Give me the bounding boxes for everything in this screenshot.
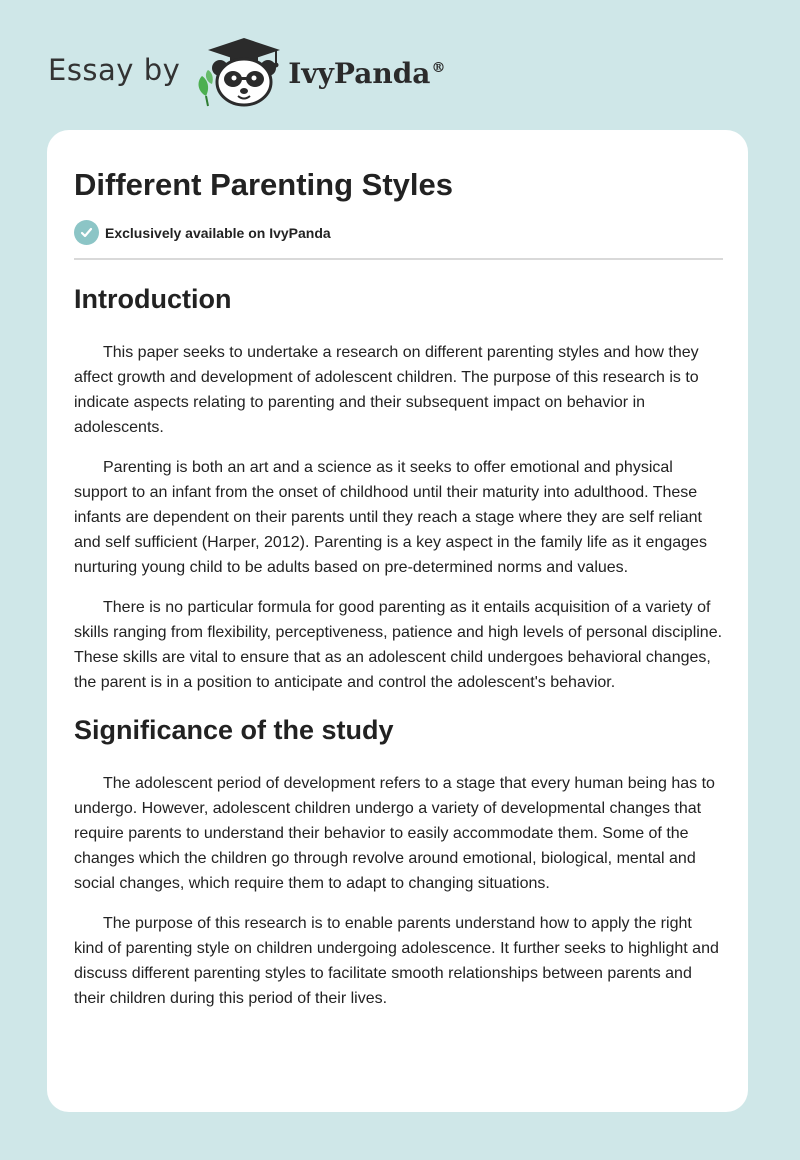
panda-logo-icon[interactable]	[194, 36, 286, 108]
section-heading-significance: Significance of the study	[74, 715, 394, 745]
section-introduction-body	[74, 340, 722, 695]
brand-text: IvyPanda	[288, 56, 431, 90]
check-icon	[74, 220, 99, 245]
section-significance-body	[74, 771, 722, 1011]
exclusive-badge	[74, 220, 722, 245]
paragraph: The adolescent period of development refers to a stage that every human being has to undergo. However, adolescent children undergo a variety of developmental changes that require parents to understand their behavior to easily accommodate them. Some of the changes which the children go through revolve around emotional, biological, mental and social changes, which require them to adapt to changing situations.	[74, 775, 715, 892]
registered-mark: ®	[431, 60, 446, 77]
section-heading-introduction: Introduction	[74, 284, 232, 314]
site-header	[48, 36, 445, 108]
title-divider	[74, 258, 723, 260]
article-title: Different Parenting Styles	[74, 167, 453, 202]
essay-by-label: Essay by	[48, 53, 181, 87]
paragraph: This paper seeks to undertake a research on different parenting styles and how they affect growth and development of adolescent children. The purpose of this research is to indicate aspects relating to parenting and their subsequent impact on behavior in adolescents.	[74, 344, 699, 436]
paragraph: The purpose of this research is to enable parents understand how to apply the right kind of parenting style on children undergoing adolescence. It further seeks to highlight and discuss different parenting styles to facilitate smooth relationships between parents and their children during this period of their lives.	[74, 915, 719, 1007]
paragraph: There is no particular formula for good parenting as it entails acquisition of a variety of skills ranging from flexibility, perceptiveness, patience and high levels of personal discipline. These skills are vital to ensure that as an adolescent child undergoes behavioral changes, the parent is in a position to anticipate and control the adolescent's behavior.	[74, 599, 723, 691]
exclusive-badge-label: Exclusively available on IvyPanda	[105, 224, 331, 241]
paragraph: Parenting is both an art and a science as it seeks to offer emotional and physical support to an infant from the onset of childhood until their maturity into adulthood. These infants are dependent on their parents until they reach a stage where they are self reliant and self sufficient (Harper, 2012). Parenting is a key aspect in the family life as it engages nurturing young child to be adults based on pre-determined norms and values.	[74, 459, 707, 576]
article-card	[47, 130, 748, 1112]
brand-name[interactable]	[288, 57, 445, 90]
